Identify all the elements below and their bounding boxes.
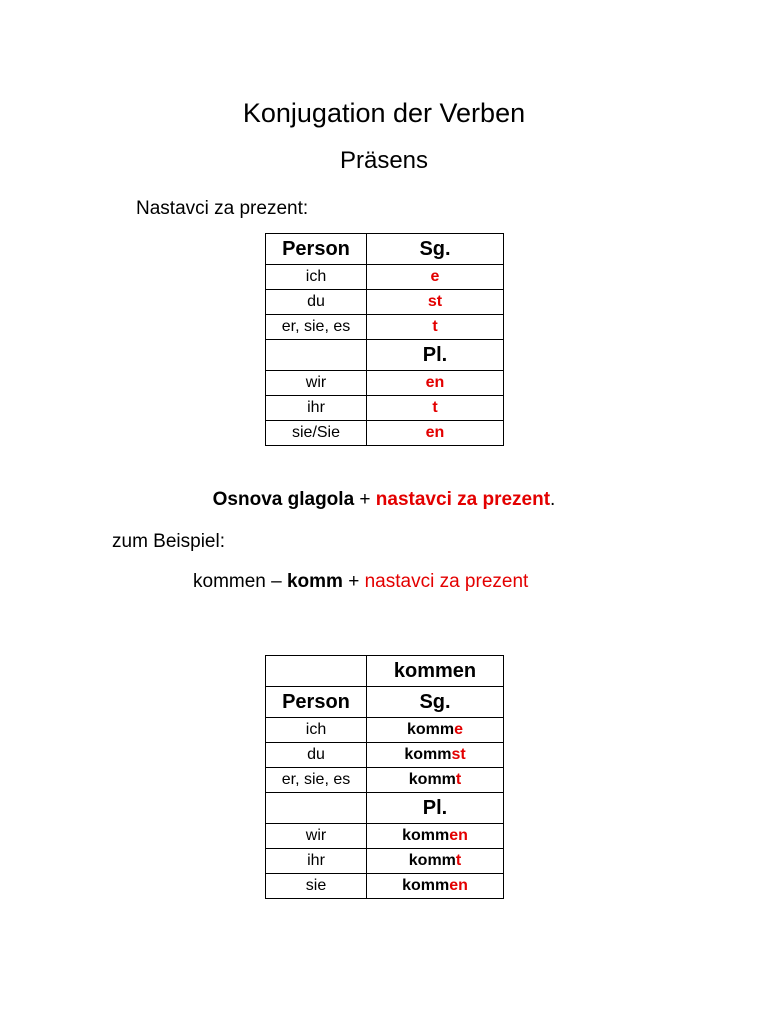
table-row (266, 718, 504, 743)
person-cell: er, sie, es (266, 315, 367, 340)
form-ending: st (451, 746, 466, 763)
verb-plural-header-row (266, 793, 504, 824)
verb-header-row (266, 687, 504, 718)
header-sg: Sg. (367, 234, 504, 265)
ending-cell: en (367, 421, 504, 446)
form-cell (367, 824, 504, 849)
verb-table (265, 655, 504, 899)
empty-cell (266, 656, 367, 687)
person-cell: ihr (266, 849, 367, 874)
ending-cell: en (367, 371, 504, 396)
ending-cell: st (367, 290, 504, 315)
rule-stem: Osnova glagola (212, 489, 355, 510)
example-stem: komm (286, 571, 343, 592)
form-cell (367, 849, 504, 874)
endings-plural-header-row (266, 340, 504, 371)
table-row (266, 315, 504, 340)
form-cell (367, 718, 504, 743)
form-stem: komm (402, 827, 450, 844)
form-stem: komm (406, 721, 455, 738)
form-cell (367, 874, 504, 899)
table-row (266, 396, 504, 421)
example-dash: – (265, 571, 287, 592)
person-cell: du (266, 743, 367, 768)
table-row (266, 421, 504, 446)
empty-cell (266, 340, 367, 371)
form-ending: t (455, 771, 462, 788)
example-infinitive: kommen (193, 571, 266, 592)
rule-endings: nastavci za prezent (375, 489, 551, 510)
example-endings: nastavci za prezent (364, 571, 529, 592)
example-plus: + (342, 571, 365, 592)
header-pl: Pl. (367, 793, 504, 824)
table-row (266, 743, 504, 768)
header-pl: Pl. (367, 340, 504, 371)
ending-cell: t (367, 396, 504, 421)
example-line (193, 570, 528, 594)
table-row (266, 371, 504, 396)
rule-line (0, 488, 768, 512)
table-row (266, 849, 504, 874)
person-cell: ihr (266, 396, 367, 421)
endings-table (265, 233, 504, 446)
table-row (266, 824, 504, 849)
person-cell: wir (266, 371, 367, 396)
rule-period: . (550, 489, 556, 510)
ending-cell: t (367, 315, 504, 340)
page-title: Konjugation der Verben (242, 98, 526, 128)
rule-plus: + (354, 489, 376, 510)
header-person: Person (266, 234, 367, 265)
page-subtitle: Präsens (339, 147, 429, 174)
person-cell: sie (266, 874, 367, 899)
person-cell: du (266, 290, 367, 315)
form-ending: e (454, 721, 464, 738)
verb-title-row (266, 656, 504, 687)
person-cell: er, sie, es (266, 768, 367, 793)
verb-name: kommen (367, 656, 504, 687)
person-cell: ich (266, 265, 367, 290)
person-cell: ich (266, 718, 367, 743)
table-row (266, 265, 504, 290)
form-cell (367, 768, 504, 793)
person-cell: sie/Sie (266, 421, 367, 446)
form-stem: komm (408, 852, 456, 869)
header-person: Person (266, 687, 367, 718)
header-sg: Sg. (367, 687, 504, 718)
person-cell: wir (266, 824, 367, 849)
endings-header-row (266, 234, 504, 265)
example-label: zum Beispiel: (112, 531, 225, 552)
form-stem: komm (404, 746, 452, 763)
empty-cell (266, 793, 367, 824)
form-stem: komm (402, 877, 450, 894)
form-stem: komm (408, 771, 456, 788)
form-ending: t (455, 852, 462, 869)
table-row (266, 874, 504, 899)
form-ending: en (449, 877, 468, 894)
table-row (266, 768, 504, 793)
form-ending: en (449, 827, 468, 844)
endings-label: Nastavci za prezent: (136, 198, 309, 219)
ending-cell: e (367, 265, 504, 290)
table-row (266, 290, 504, 315)
form-cell (367, 743, 504, 768)
